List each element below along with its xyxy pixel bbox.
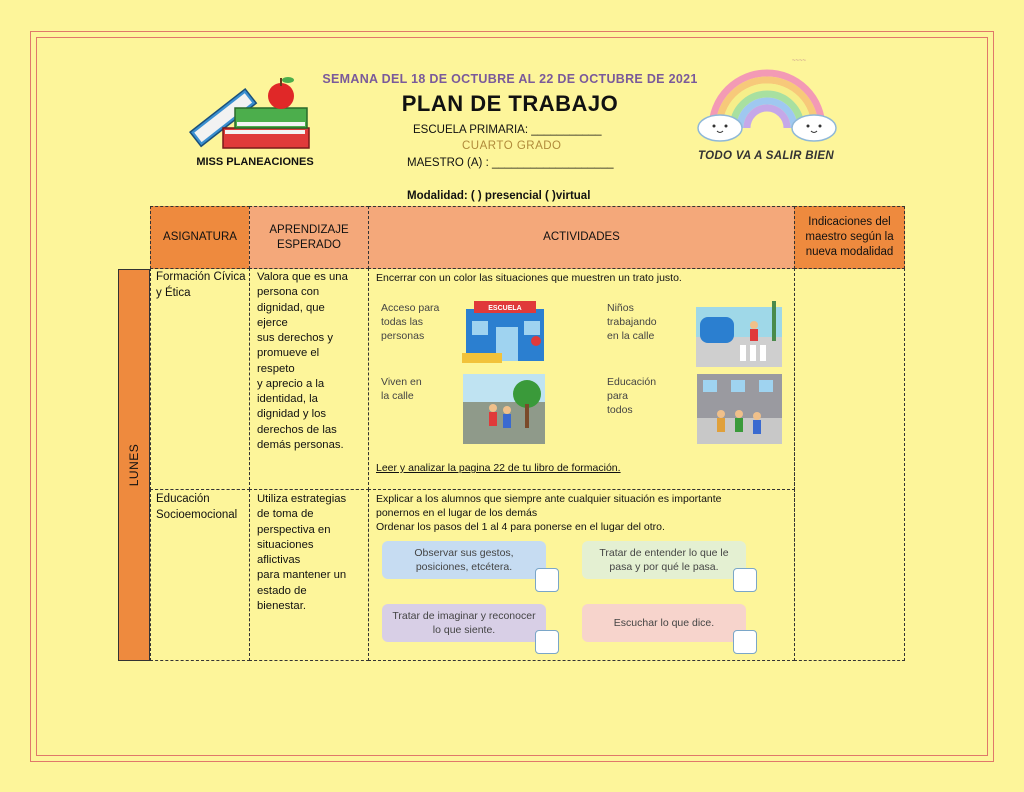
page-title: PLAN DE TRABAJO bbox=[401, 91, 619, 116]
row1-instruction: Encerrar con un color las situaciones que muestren un trato justo. bbox=[376, 272, 682, 284]
modality-selector[interactable]: Modalidad: ( ) presencial ( )virtual bbox=[407, 190, 591, 202]
scene-label-education: Educación para todos bbox=[607, 376, 657, 417]
education-image[interactable] bbox=[697, 374, 782, 444]
row1-reading-task: Leer y analizar la pagina 22 de tu libro de formación. bbox=[376, 462, 621, 474]
row2-instruction-3: Ordenar los pasos del 1 al 4 para ponerse en el lugar del otro. bbox=[376, 521, 665, 533]
scene-label-working: Niños trabajando en la calle bbox=[607, 302, 657, 343]
logo-left-text: MISS PLANEACIONES bbox=[196, 156, 314, 168]
step-order-box-imagine[interactable] bbox=[535, 630, 559, 654]
signature-scribble: ~~~~ bbox=[792, 58, 807, 64]
row1-subject: Formación Cívica y Ética bbox=[156, 271, 246, 299]
street-work-image[interactable] bbox=[696, 297, 782, 367]
step-order-box-observe[interactable] bbox=[535, 568, 559, 592]
header-activities: ACTIVIDADES bbox=[368, 206, 795, 269]
step-order-box-listen[interactable] bbox=[733, 630, 757, 654]
notes-cell[interactable] bbox=[794, 268, 905, 661]
step-card-observe: Observar sus gestos, posiciones, etcétera. bbox=[382, 541, 546, 579]
school-field[interactable]: ESCUELA PRIMARIA: ___________ bbox=[413, 124, 602, 136]
row2-learning: Utiliza estrategias de toma de perspectiva en situaciones aflictivas para mantener un estado de bienestar. bbox=[257, 493, 347, 612]
teacher-field[interactable]: MAESTRO (A) : ___________________ bbox=[407, 157, 614, 169]
header-subject: ASIGNATURA bbox=[150, 206, 250, 269]
row1-subject-cell bbox=[150, 268, 250, 490]
scene-label-homeless: Viven en la calle bbox=[381, 376, 422, 403]
school-sign-text: ESCUELA bbox=[488, 305, 522, 312]
step-order-box-understand[interactable] bbox=[733, 568, 757, 592]
week-range: SEMANA DEL 18 DE OCTUBRE AL 22 DE OCTUBRE DE 2021 bbox=[322, 72, 698, 86]
grade-label: CUARTO GRADO bbox=[462, 140, 562, 152]
logo-right-text: TODO VA A SALIR BIEN bbox=[698, 150, 834, 162]
day-label: LUNES bbox=[127, 443, 141, 487]
living-street-image[interactable] bbox=[463, 374, 545, 444]
step-card-listen: Escuchar lo que dice. bbox=[582, 604, 746, 642]
row2-instruction-1: Explicar a los alumnos que siempre ante cualquier situación es importante bbox=[376, 493, 722, 505]
row2-instruction-2: ponernos en el lugar de los demás bbox=[376, 507, 538, 519]
header-learning: APRENDIZAJE ESPERADO bbox=[249, 206, 369, 269]
school-access-image[interactable] bbox=[462, 297, 548, 367]
row2-subject: Educación Socioemocional bbox=[156, 493, 238, 521]
header-notes: Indicaciones del maestro según la nueva modalidad bbox=[794, 206, 905, 269]
day-column bbox=[118, 269, 150, 661]
step-card-understand: Tratar de entender lo que le pasa y por qué le pasa. bbox=[582, 541, 746, 579]
row1-learning: Valora que es una persona con dignidad, que ejerce sus derechos y promueve el respeto y aprecio a la identidad, la dignidad y los derechos de las demás personas. bbox=[257, 271, 348, 451]
scene-label-access: Acceso para todas las personas bbox=[381, 302, 440, 343]
step-card-imagine: Tratar de imaginar y reconocer lo que siente. bbox=[382, 604, 546, 642]
